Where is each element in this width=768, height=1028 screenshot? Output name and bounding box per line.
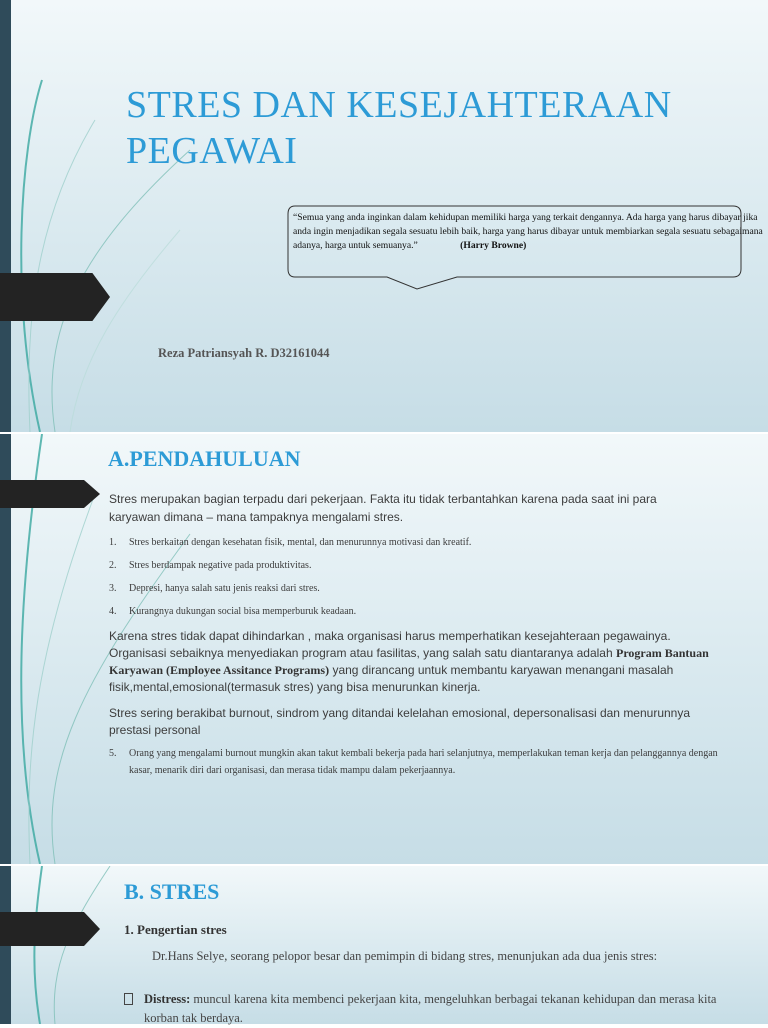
- subheading-pengertian: 1. Pengertian stres: [124, 922, 227, 937]
- section-heading-pendahuluan: A.PENDAHULUAN: [108, 446, 301, 471]
- points-list: [109, 536, 729, 628]
- arrow-decoration: [0, 480, 100, 508]
- definition-paragraph: Dr.Hans Selye, seorang pelopor besar dan pemimpin di bidang stres, menunjukan ada dua jenis stres:: [152, 949, 658, 963]
- arrow-decoration: [0, 273, 110, 321]
- list-number: 4.: [109, 606, 117, 617]
- presentation-title: STRES DAN KESEJAHTERAAN PEGAWAI: [126, 84, 672, 172]
- intro-paragraph: Stres merupakan bagian terpadu dari pekerjaan. Fakta itu tidak terbantahkan karena pada saat ini para karyawan dimana – mana tampaknya mengalami stres.: [109, 492, 657, 524]
- quote-callout: [287, 205, 763, 277]
- list-item: [109, 605, 729, 628]
- quote-author: (Harry Browne): [460, 240, 527, 251]
- decorative-curves: [0, 0, 200, 432]
- list-number: 3.: [109, 583, 117, 594]
- bullet-text: muncul karena kita membenci pekerjaan kita, mengeluhkan berbagai tekanan kehidupan dan merasa kita korban tak berdaya.: [144, 992, 717, 1025]
- burnout-paragraph: Stres sering berakibat burnout, sindrom yang ditandai kelelahan emosional, depersonalisasi dan menurunnya prestasi personal: [109, 706, 691, 737]
- list-number: 2.: [109, 560, 117, 571]
- program-text-start: Karena stres tidak dapat dihindarkan , maka organisasi harus memperhatikan kesejahteraan pegawainya. Organisasi sebaiknya menyediakan program atau fasilitas, yang salah satu diantaranya adalah: [109, 629, 671, 660]
- quote-body: “Semua yang anda inginkan dalam kehidupan memiliki harga yang terkait dengannya. Ada harga yang harus dibayar jika anda ingin menjadikan segala sesuatu lebih baik, harga yang harus dibayar untuk membiarkan segala sesuatu sebagaimana adanya, harga untuk semuanya.”: [293, 212, 763, 251]
- bullet-item-distress: [124, 990, 744, 1028]
- author-name: Reza Patriansyah R. D32161044: [158, 346, 330, 360]
- list-item-5: [109, 745, 729, 779]
- arrow-decoration: [0, 912, 100, 946]
- slide-1: [0, 0, 768, 432]
- list-number: 1.: [109, 537, 117, 548]
- section-heading-stres: B. STRES: [124, 879, 220, 904]
- program-name: Program Bantuan Karyawan (Employee Assitance Programs): [109, 646, 709, 677]
- list-item: [109, 582, 729, 605]
- bullet-term: Distress:: [144, 992, 191, 1006]
- list-item: [109, 559, 729, 582]
- list-number: 5.: [109, 748, 117, 759]
- list-text: Stres berdampak negative pada produktivitas.: [129, 560, 312, 571]
- program-text-end: yang dirancang untuk membantu karyawan menangani masalah fisik,mental,emosional(termasuk stres) yang bisa menurunkan kinerja.: [109, 663, 674, 694]
- program-paragraph: [109, 628, 709, 696]
- quote-text: [293, 211, 763, 253]
- bullet-icon: [124, 993, 133, 1005]
- list-text: Orang yang mengalami burnout mungkin akan takut kembali bekerja pada hari selanjutnya, memperlakukan teman kerja dan pelanggannya dengan kasar, menarik diri dari organisasi, dan merasa tidak mampu dalam pekerjaannya.: [129, 748, 718, 776]
- list-text: Kurangnya dukungan social bisa memperburuk keadaan.: [129, 606, 357, 617]
- list-item: [109, 536, 729, 559]
- list-text: Stres berkaitan dengan kesehatan fisik, mental, dan menurunnya motivasi dan kreatif.: [129, 537, 472, 548]
- list-text: Depresi, hanya salah satu jenis reaksi dari stres.: [129, 583, 320, 594]
